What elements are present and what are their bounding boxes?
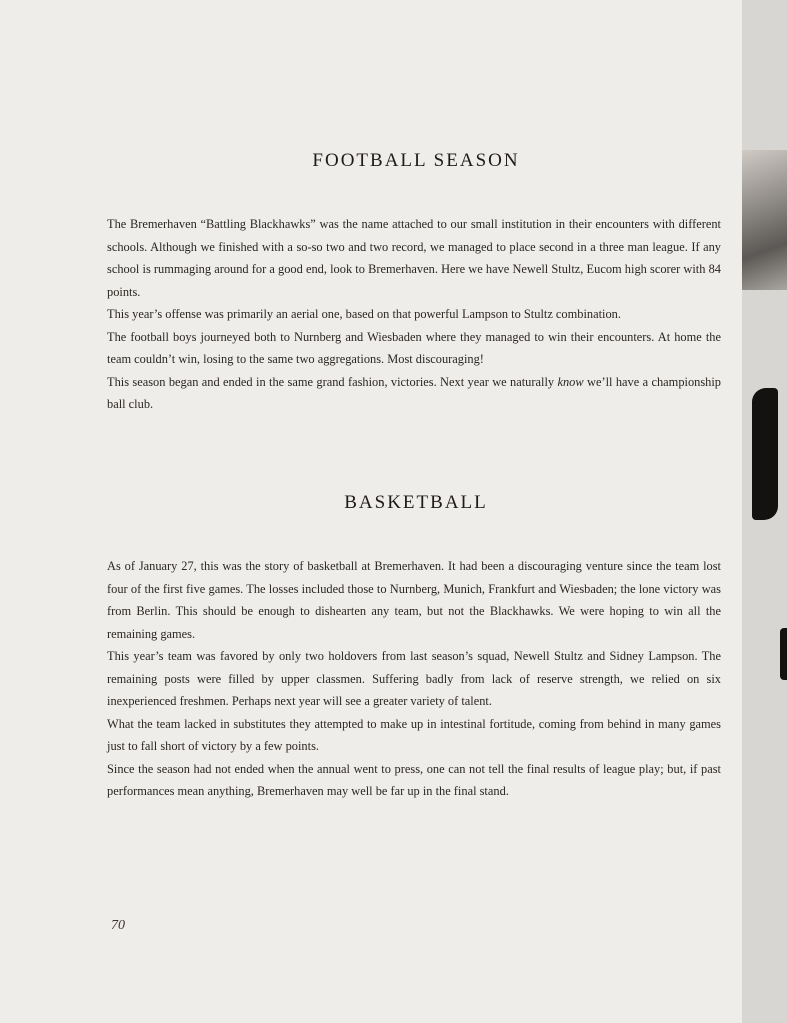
basketball-paragraph-2: This year’s team was favored by only two holdovers from last season’s squad, Newell Stultz and Sidney Lampson. The remaining posts were filled by upper classmen. Suffering badly from lack of reserve strength, we relied on six inexperienced freshmen. Perhaps next year will see a greater variety of talent. [107, 649, 721, 708]
football-paragraph-3: The football boys journeyed both to Nurnberg and Wiesbaden where they managed to win their encounters. At home the team couldn’t win, losing to the same two aggregations. Most discouraging! [107, 329, 721, 366]
basketball-paragraph-4: Since the season had not ended when the annual went to press, one can not tell the final results of league play; but, if past performances mean anything, Bremerhaven may well be far up in the final stand. [107, 761, 721, 798]
football-heading: FOOTBALL SEASON [312, 150, 520, 171]
adjacent-page-letter-fragment-2 [780, 628, 787, 680]
football-paragraph-2: This year’s offense was primarily an aerial one, based on that powerful Lampson to Stultz combination. [107, 307, 621, 321]
football-p4-emphasis: know [557, 374, 584, 389]
basketball-paragraph-1: As of January 27, this was the story of basketball at Bremerhaven. It had been a discouraging venture since the team lost four of the first five games. The losses included those to Nurnberg, Munich, Frankfurt and Wiesbaden; the lone victory was from Berlin. This should be enough to dishearten any team, but not the Blackhawks. We were hoping to win all the remaining games. [107, 559, 721, 641]
basketball-paragraph-3: What the team lacked in substitutes they attempted to make up in intestinal fortitude, coming from behind in many games just to fall short of victory by a few points. [107, 716, 721, 753]
football-p4-text-b: we’ll have a championship ball club. [107, 374, 721, 411]
football-paragraph-1: The Bremerhaven “Battling Blackhawks” was the name attached to our small institution in their encounters with different schools. Although we finished with a so-so two and two record, we managed to place second in a three man league. If any school is rummaging around for a good end, look to Bremerhaven. Here we have Newell Stultz, Eucom high scorer with 84 points. [107, 217, 721, 299]
basketball-section [107, 555, 721, 803]
football-p4-text-a: This season began and ended in the same grand fashion, victories. Next year we naturally [107, 374, 558, 389]
football-paragraph-4 [107, 371, 721, 416]
page-number: 70 [111, 918, 125, 933]
basketball-heading: BASKETBALL [344, 492, 488, 513]
football-section [107, 213, 721, 416]
